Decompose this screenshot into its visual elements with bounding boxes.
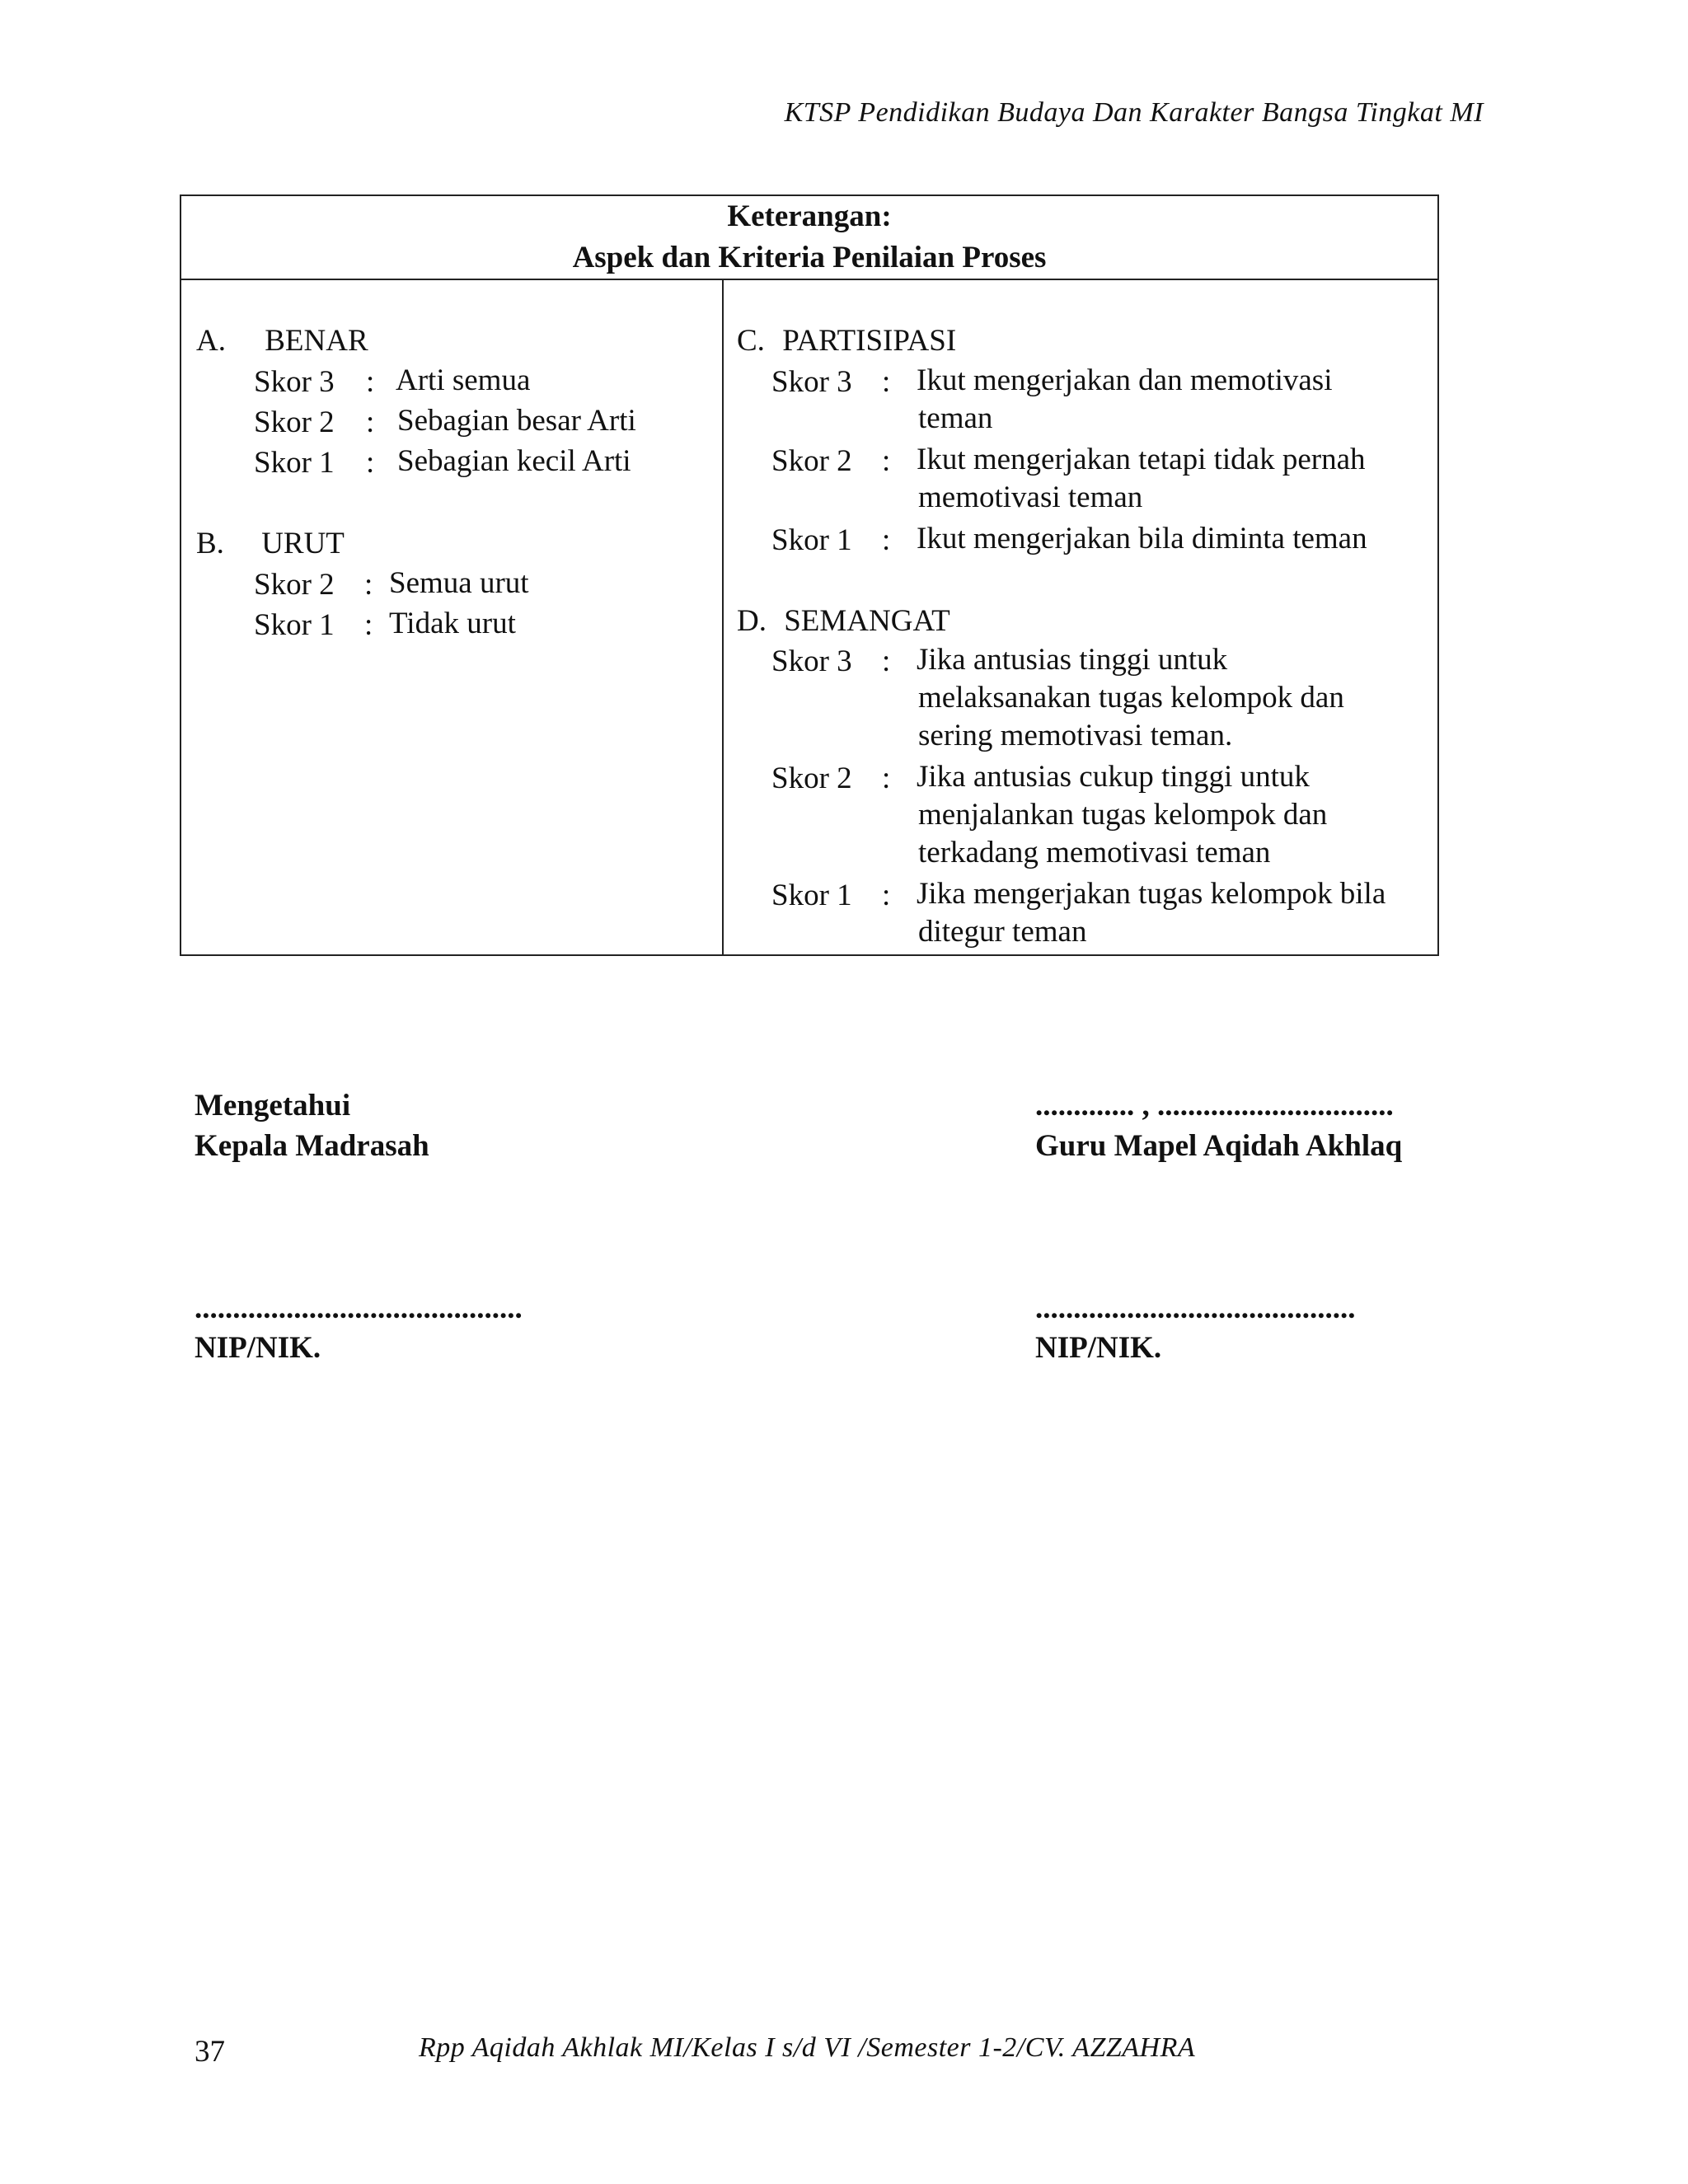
table-title: Keterangan: [727, 199, 892, 233]
score-text: Semua urut [389, 566, 529, 600]
score-text: Ikut mengerjakan dan memotivasi [917, 363, 1333, 397]
sig-right-role: Guru Mapel Aqidah Akhlaq [1035, 1129, 1403, 1163]
page-number: 37 [195, 2035, 225, 2069]
section-name: PARTISIPASI [782, 324, 957, 358]
score-colon: : [882, 762, 891, 795]
section-name: BENAR [265, 324, 368, 358]
score-colon: : [364, 568, 373, 602]
sig-left-acknowledge: Mengetahui [195, 1089, 351, 1122]
score-text-cont: teman [918, 401, 993, 435]
score-colon: : [882, 523, 891, 557]
score-text: Sebagian besar Arti [397, 404, 636, 438]
score-label: Skor 2 [771, 762, 852, 795]
score-text: Tidak urut [389, 607, 516, 640]
score-label: Skor 3 [254, 365, 335, 399]
score-colon: : [882, 365, 891, 399]
score-label: Skor 1 [254, 608, 335, 642]
score-label: Skor 2 [254, 405, 335, 439]
running-footer: Rpp Aqidah Akhlak MI/Kelas I s/d VI /Semester 1-2/CV. AZZAHRA [419, 2032, 1196, 2063]
score-colon: : [882, 444, 891, 478]
score-text: Ikut mengerjakan tetapi tidak pernah [917, 443, 1366, 476]
score-label: Skor 2 [771, 444, 852, 478]
score-text: Ikut mengerjakan bila diminta teman [917, 522, 1367, 555]
score-label: Skor 3 [771, 365, 852, 399]
score-label: Skor 1 [254, 446, 335, 480]
sig-left-role: Kepala Madrasah [195, 1129, 429, 1163]
score-text-cont: menjalankan tugas kelompok dan [918, 798, 1328, 832]
sig-left-nip: NIP/NIK. [195, 1331, 321, 1365]
score-label: Skor 1 [771, 879, 852, 912]
section-d-title [737, 603, 950, 639]
sig-left-name-line: ........................................... [195, 1291, 523, 1325]
score-colon: : [366, 446, 375, 480]
sig-right-nip: NIP/NIK. [1035, 1331, 1162, 1365]
section-name: SEMANGAT [784, 604, 950, 638]
sig-right-place-date: ............. , ............................... [1035, 1089, 1394, 1122]
score-text: Jika antusias cukup tinggi untuk [917, 760, 1310, 794]
section-letter: B. [196, 527, 224, 560]
score-colon: : [364, 608, 373, 642]
criteria-table [180, 194, 1439, 956]
score-label: Skor 3 [771, 644, 852, 678]
running-header: KTSP Pendidikan Budaya Dan Karakter Bangsa Tingkat MI [784, 97, 1484, 128]
table-subtitle: Aspek dan Kriteria Penilaian Proses [572, 241, 1047, 274]
criteria-table-header [181, 196, 1437, 280]
right-column [724, 280, 1437, 954]
score-text-cont: memotivasi teman [918, 480, 1143, 514]
sig-right-name-line: .......................................... [1035, 1291, 1356, 1325]
score-text: Jika mengerjakan tugas kelompok bila [917, 877, 1386, 911]
score-text-cont: sering memotivasi teman. [918, 719, 1233, 752]
left-column [181, 280, 722, 954]
score-text-cont: ditegur teman [918, 915, 1087, 949]
score-label: Skor 2 [254, 568, 335, 602]
section-letter: D. [737, 604, 767, 638]
score-text: Arti semua [396, 363, 531, 397]
section-name: URUT [261, 527, 345, 560]
section-letter: C. [737, 324, 765, 358]
score-colon: : [366, 405, 375, 439]
score-colon: : [882, 644, 891, 678]
score-text-cont: terkadang memotivasi teman [918, 836, 1271, 869]
score-colon: : [366, 365, 375, 399]
score-text-cont: melaksanakan tugas kelompok dan [918, 681, 1344, 715]
section-letter: A. [196, 324, 226, 358]
score-label: Skor 1 [771, 523, 852, 557]
section-c-title [737, 323, 956, 359]
score-text: Jika antusias tinggi untuk [917, 643, 1228, 677]
score-colon: : [882, 879, 891, 912]
section-b-title [196, 526, 345, 561]
criteria-columns [181, 280, 1437, 954]
section-a-title [196, 323, 368, 359]
score-text: Sebagian kecil Arti [397, 444, 631, 478]
